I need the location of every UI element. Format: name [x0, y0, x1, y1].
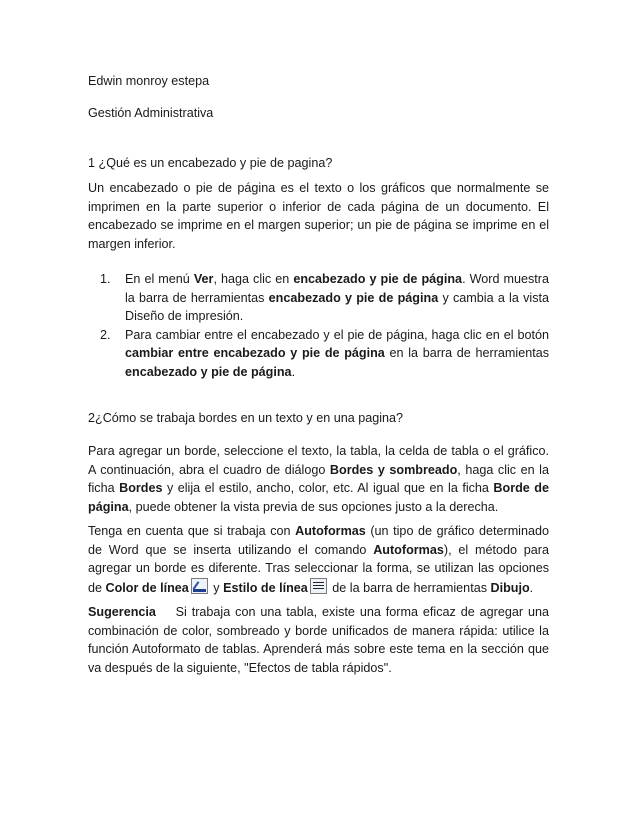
list-number: 2.	[100, 327, 111, 342]
question-2-title: 2¿Cómo se trabaja bordes en un texto y en una pagina?	[88, 411, 404, 425]
steps-list	[88, 270, 549, 382]
borders-paragraph: Para agregar un borde, seleccione el texto, la tabla, la celda de tabla o el gráfico. A continuación, abra el cuadro de diálogo Bordes y sombreado, haga clic en la ficha Bordes y elija el estilo, ancho, color, etc. Al igual que en la ficha Borde de página, puede obtener la vista previa de sus opciones justo a la derecha.	[88, 444, 549, 514]
tip-label: Sugerencia	[88, 605, 156, 619]
list-item: 1. En el menú Ver, haga clic en encabezado y pie de página. Word muestra la barra de herramientas encabezado y pie de página y cambia a la vista Diseño de impresión.	[100, 272, 549, 324]
autoshapes-paragraph: Tenga en cuenta que si trabaja con Autoformas (un tipo de gráfico determinado de Word que se inserta utilizando el comando Autoformas), el método para agregar un borde es diferente. Tras seleccionar la forma, se utilizan las opciones de Color de línea y Estilo de línea de la barra de herramientas Dibujo.	[88, 524, 549, 595]
author-name: Edwin monroy estepa	[88, 74, 210, 88]
question-1-title: 1 ¿Qué es un encabezado y pie de pagina?	[88, 156, 333, 170]
list-number: 1.	[100, 272, 111, 286]
line-color-icon	[191, 578, 208, 594]
list-item: 2. Para cambiar entre el encabezado y el pie de página, haga clic en el botón cambiar entre encabezado y pie de página en la barra de herramientas encabezado y pie de página.	[100, 327, 549, 379]
question-1-answer: Un encabezado o pie de página es el texto o los gráficos que normalmente se imprimen en la parte superior o inferior de cada página de un documento. El encabezado se imprime en el margen superior; un pie de página se imprime en el margen inferior.	[88, 181, 549, 251]
line-style-icon	[310, 578, 327, 594]
tip-paragraph: Sugerencia Si trabaja con una tabla, existe una forma eficaz de agregar una combinación de color, sombreado y borde unificados de manera rápida: utilice la función Autoformato de tablas. Aprenderá más sobre este tema en la sección que va después de la siguiente, "Efectos de tabla rápidos".	[88, 605, 553, 675]
subject-line: Gestión Administrativa	[88, 106, 214, 120]
